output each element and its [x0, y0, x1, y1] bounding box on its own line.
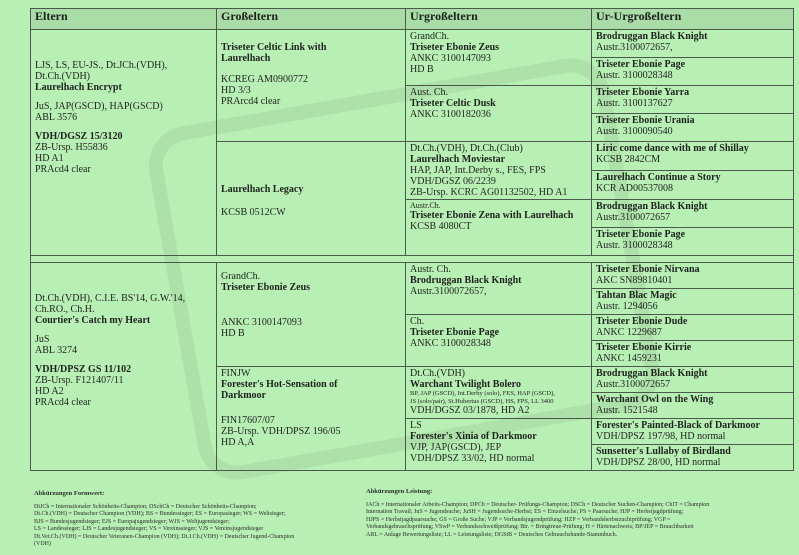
uu-bottom-5-name: Warchant Owl on the Wing — [596, 394, 714, 405]
sire-dam-reg: KCSB 0512CW — [221, 207, 286, 218]
footer-left-line: LS = Landessieger; LJS = Landesjugendsieger; VS = Vereinssieger; VJS = Vereinsjugendsieger — [34, 526, 264, 532]
footer-right-line: HJPS = Herbstjagdpaarsuche; GS = Große Suche; VJP = Verbandsjugendprüfung; HZP = Verbandsherbstzuchtprüfung; VGP = — [366, 516, 671, 523]
uu-bottom-6-name: Forester's Painted-Black of Darkmoor — [596, 420, 760, 431]
dam-cell — [31, 263, 217, 471]
sire-zb: ZB-Ursp. H55836 — [35, 142, 108, 153]
dam-stud-code: VDH/DPSZ GS 11/102 — [35, 364, 132, 375]
u3-tests: HAP, JAP, Int.Derby s., FES, FPS — [410, 165, 546, 176]
u2-title: Aust. Ch. — [410, 87, 449, 98]
uu-bottom-1-reg: Austr. 1294056 — [596, 301, 658, 312]
sire-titles: LJS, LS, EU-JS., Dt.JCh.(VDH), — [35, 60, 168, 71]
sire-abl: ABL 3576 — [35, 112, 78, 123]
pedigree-table — [30, 8, 794, 471]
uu-top-7-name: Triseter Ebonie Page — [596, 229, 686, 240]
uu-top-3-reg: Austr. 3100090540 — [596, 126, 673, 137]
sire-titles-2: Dt.Ch.(VDH) — [35, 71, 90, 82]
uu-bottom-3-name: Triseter Ebonie Kirrie — [596, 342, 692, 353]
uu-top-3-name: Triseter Ebonie Urania — [596, 115, 695, 126]
uu-top-5-name: Laurelhach Continue a Story — [596, 172, 721, 183]
u3-title: Dt.Ch.(VDH), Dt.Ch.(Club) — [410, 143, 523, 154]
header-ur-urgrosseltern: Ur-Urgroßeltern — [592, 9, 794, 30]
u5-name: Brodruggan Black Knight — [410, 275, 522, 286]
uu-bottom-0-name: Triseter Ebonie Nirvana — [596, 264, 700, 275]
uu-bottom-0-reg: AKC SN89810401 — [596, 275, 673, 286]
block-separator — [31, 256, 794, 263]
dam-titles-2: Ch.RO., Ch.H. — [35, 304, 95, 315]
u7-tests-2: JS (solo/pair), St.Hubertus (GSCD), HS, FPS, LL 3400 — [410, 397, 554, 405]
uu-bottom-0 — [592, 263, 794, 289]
uu-bottom-4 — [592, 367, 794, 393]
uu-top-2 — [592, 86, 794, 114]
footer-left-line: (VDH) — [34, 541, 51, 547]
dam-abl: ABL 3274 — [35, 345, 78, 356]
u7-name: Warchant Twilight Bolero — [410, 379, 521, 390]
uu-top-0-reg: Austr.3100072657, — [596, 42, 673, 53]
footer-left-line: DtJCh = Internationaler Schönheits-Champion; DSchCh = Deutscher Schönheits-Champion; — [34, 503, 257, 510]
u5-reg: Austr.3100072657, — [410, 286, 487, 297]
u8-title: LS — [410, 420, 422, 431]
uu-bottom-2-reg: ANKC 1229687 — [596, 327, 662, 338]
footer-left-heading: Abkürzungen Formwert: — [34, 490, 105, 497]
sire-name: Laurelhach Encrypt — [35, 82, 122, 93]
sire-hd: HD A1 — [35, 153, 64, 164]
dam-dam-zb: ZB-Ursp. VDH/DPSZ 196/05 — [221, 426, 341, 437]
u1-title: GrandCh. — [410, 31, 450, 42]
u1-reg: ANKC 3100147093 — [410, 53, 491, 64]
sire-cell — [31, 30, 217, 256]
footer-abbreviations-performance — [366, 488, 791, 539]
uu-bottom-2 — [592, 315, 794, 341]
u2-reg: ANKC 3100182036 — [410, 109, 491, 120]
footer-abbreviations-form — [34, 490, 334, 549]
uu-top-4 — [592, 142, 794, 171]
dam-dam-hd: HD A,A — [221, 437, 255, 448]
u3-zb: ZB-Ursp. KCRC AG01132502, HD A1 — [410, 187, 568, 198]
sire-sire-name-2: Laurelhach — [221, 53, 271, 64]
uu-bottom-7-name: Sunsetter's Lullaby of Birdland — [596, 446, 731, 457]
dam-zb: ZB-Ursp. F121407/11 — [35, 375, 124, 386]
dam-dam-name: Forester's Hot-Sensation of — [221, 379, 338, 390]
uu-bottom-2-name: Triseter Ebonie Dude — [596, 316, 688, 327]
footer-left-line: Dt.Ch.(VDH) = Deutscher Champion (VDH); BS = Bundessieger; ES = Europasieger; WS = Weltsieger; — [34, 511, 286, 517]
uu-top-5-reg: KCR AD00537008 — [596, 183, 673, 194]
dam-tests: JuS — [35, 334, 50, 345]
sire-sire-reg: KCREG AM0900772 — [221, 74, 308, 85]
uu-bottom-1-name: Tahtan Blac Magic — [596, 290, 677, 301]
sire-sire-hd: HD 3/3 — [221, 85, 251, 96]
dam-sire-name: Triseter Ebonie Zeus — [221, 282, 311, 293]
uu-bottom-6-reg: VDH/DPSZ 197/98, HD normal — [596, 431, 726, 442]
uu-top-1-reg: Austr. 3100028348 — [596, 70, 673, 81]
dam-dam-name-2: Darkmoor — [221, 390, 266, 401]
u7-code: VDH/DGSZ 03/1878, HD A2 — [410, 405, 530, 416]
u3-name: Laurelhach Moviestar — [410, 154, 506, 165]
ancestor-cell-u4 — [406, 200, 592, 256]
uu-top-2-name: Triseter Ebonie Yarra — [596, 87, 690, 98]
header-eltern: Eltern — [31, 9, 217, 30]
uu-top-4-reg: KCSB 2842CM — [596, 154, 661, 165]
dam-name: Courtier's Catch my Heart — [35, 315, 151, 326]
ancestor-cell-u3 — [406, 142, 592, 200]
sire-sire-pra: PRArcd4 clear — [221, 96, 281, 107]
sire-dam-name: Laurelhach Legacy — [221, 184, 304, 195]
u3-code: VDH/DGSZ 06/2239 — [410, 176, 496, 187]
footer-right-line: ABL = Anlage Bewertungsliste; LL = Leistungsliste; DGStB = Deutsches Gebrauchshunde-Stammbuch. — [366, 531, 618, 538]
uu-top-3 — [592, 114, 794, 142]
uu-top-1 — [592, 58, 794, 86]
ancestor-cell-u6 — [406, 315, 592, 367]
u4-reg: KCSB 4080CT — [410, 221, 472, 232]
header-urgrosseltern: Urgroßeltern — [406, 9, 592, 30]
footer-left-line: BJS = Bundesjugendsieger; EJS = Europajugendsieger; WJS = Weltjugendsieger; — [34, 518, 230, 525]
footer-right-line: Verbandsgebrauchsprüfung; VSwP = Verbandsschweißprüfung; Btr. = Bringtreue-Prüfung; H = Härtenachweis; BP/JEP = Brauchbarkeit — [366, 524, 694, 530]
header-row — [31, 9, 794, 30]
ancestor-cell-u8 — [406, 419, 592, 471]
u6-reg: ANKC 3100028348 — [410, 338, 491, 349]
u2-name: Triseter Celtic Dusk — [410, 98, 496, 109]
uu-bottom-3-reg: ANKC 1459231 — [596, 353, 662, 364]
uu-top-5 — [592, 171, 794, 200]
u8-name: Forester's Xinia of Darkmoor — [410, 431, 537, 442]
uu-top-0 — [592, 30, 794, 58]
dam-dam-title: FINJW — [221, 368, 251, 379]
u4-title: Austr.Ch. — [410, 201, 441, 210]
dam-dam-reg: FIN17607/07 — [221, 415, 275, 426]
u4-name: Triseter Ebonie Zena with Laurelhach — [410, 210, 574, 221]
dam-pra: PRAcd4 clear — [35, 397, 91, 408]
dam-dam-cell — [217, 367, 406, 471]
u8-tests: VJP, JAP(GSCD), JEP — [410, 442, 502, 453]
uu-bottom-7 — [592, 445, 794, 471]
footer-right-line: IACh = Internationaler Arbeits-Champion; DPCh = Deutscher- Prüfungs-Champion; DSCh = Deutscher Suchen-Champion; ChIT = Champion — [366, 501, 710, 508]
sire-dam-cell — [217, 142, 406, 256]
sire-stud-code: VDH/DGSZ 15/3120 — [35, 131, 123, 142]
footer-left-line: Dt.Vet.Ch.(VDH) = Deutscher Veteranen-Champion (VDH); Dt.J.Ch.(VDH) = Deutscher Jugend-Champion — [34, 533, 295, 540]
uu-bottom-5 — [592, 393, 794, 419]
uu-bottom-1 — [592, 289, 794, 315]
u6-title: Ch. — [410, 316, 425, 327]
dam-sire-hd: HD B — [221, 328, 245, 339]
u7-tests: BP, JAP (GSCD), Int.Derby (solo), FES, HAP (GSCD), — [410, 390, 555, 397]
uu-top-6 — [592, 200, 794, 228]
u1-hd: HD B — [410, 64, 434, 75]
uu-top-2-reg: Austr. 3100137627 — [596, 98, 673, 109]
sire-sire-name: Triseter Celtic Link with — [221, 42, 327, 53]
dam-sire-cell — [217, 263, 406, 367]
uu-top-6-name: Brodruggan Black Knight — [596, 201, 708, 212]
ancestor-cell-u1 — [406, 30, 592, 86]
uu-top-6-reg: Austr.3100072657 — [596, 212, 671, 223]
u8-code: VDH/DPSZ 33/02, HD normal — [410, 453, 535, 464]
sire-pra: PRAcd4 clear — [35, 164, 91, 175]
ancestor-cell-u2 — [406, 86, 592, 142]
uu-top-1-name: Triseter Ebonie Page — [596, 59, 686, 70]
ancestor-cell-u7 — [406, 367, 592, 419]
u1-name: Triseter Ebonie Zeus — [410, 42, 500, 53]
uu-bottom-4-name: Brodruggan Black Knight — [596, 368, 708, 379]
ancestor-cell-u5 — [406, 263, 592, 315]
uu-bottom-4-reg: Austr.3100072657 — [596, 379, 671, 390]
u6-name: Triseter Ebonie Page — [410, 327, 500, 338]
uu-top-0-name: Brodruggan Black Knight — [596, 31, 708, 42]
uu-bottom-5-reg: Austr. 1521548 — [596, 405, 658, 416]
header-grosseltern: Großeltern — [217, 9, 406, 30]
dam-hd: HD A2 — [35, 386, 64, 397]
uu-top-4-name: Liric come dance with me of Shillay — [596, 143, 749, 154]
uu-top-7 — [592, 228, 794, 256]
sire-sire-cell — [217, 30, 406, 142]
dam-sire-reg: ANKC 3100147093 — [221, 317, 302, 328]
dam-titles: Dt.Ch.(VDH), C.I.E. BS'14, G.W.'14, — [35, 293, 186, 304]
sire-tests: JuS, JAP(GSCD), HAP(GSCD) — [35, 101, 163, 112]
footer-right-line: Internation Travail; JuS = Jugendsuche; JuSH = Jugendsuche-Herbst; ES = Einzelsuche; PS = Paarsuche; HJP = Herbstjagdprüfung; — [366, 509, 684, 515]
dam-sire-title: GrandCh. — [221, 271, 261, 282]
u5-title: Austr. Ch. — [410, 264, 451, 275]
uu-bottom-3 — [592, 341, 794, 367]
footer-right-heading: Abkürzungen Leistung: — [366, 488, 433, 495]
u7-title: Dt.Ch.(VDH) — [410, 368, 465, 379]
uu-top-7-reg: Austr. 3100028348 — [596, 240, 673, 251]
uu-bottom-7-reg: VDH/DPSZ 28/00, HD normal — [596, 457, 721, 468]
uu-bottom-6 — [592, 419, 794, 445]
